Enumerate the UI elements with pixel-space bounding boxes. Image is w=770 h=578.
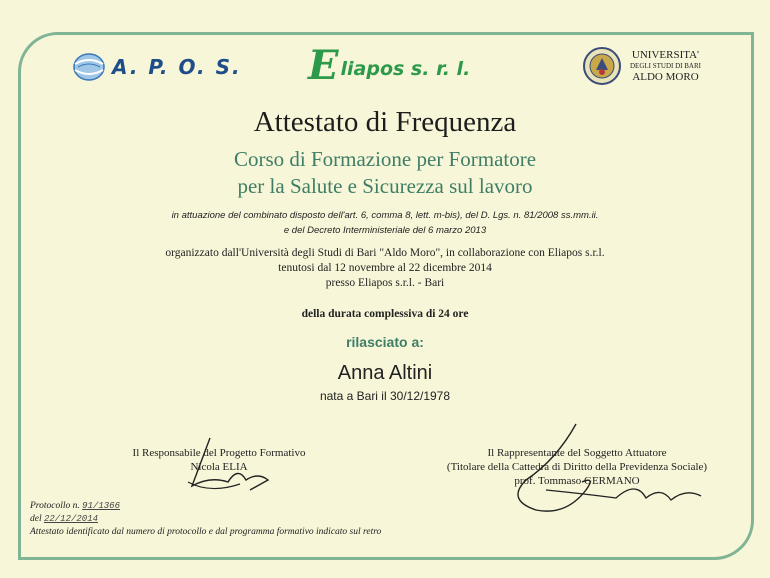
course-title-line1: Corso di Formazione per Formatore — [233, 147, 537, 171]
issued-to-label: rilasciato a: — [346, 334, 424, 350]
course-title — [0, 146, 770, 200]
recipient-name: Anna Altini — [337, 362, 433, 384]
course-duration: della durata complessiva di 24 ore — [301, 308, 469, 320]
protocol-date: 22/12/2014 — [43, 514, 98, 524]
legal-reference-line2: e del Decreto Interministeriale del 6 marzo 2013 — [283, 225, 487, 236]
legal-reference-line1: in attuazione del combinato disposto dell'art. 6, comma 8, lett. m-bis), del D. Lgs. n. 81/2008 ss.mm.ii. — [171, 210, 599, 221]
signature-left-role: Il Responsabile del Progetto Formativo — [132, 447, 306, 459]
eliapos-logo-text: liapos s. r. l. — [340, 58, 471, 80]
university-seal-icon — [582, 46, 622, 86]
certificate-title: Attestato di Frequenza — [253, 106, 517, 138]
signature-left-name: Nicola ELIA — [190, 461, 248, 473]
legal-reference — [0, 208, 770, 238]
globe-icon — [72, 52, 106, 82]
university-name-line2: DEGLI STUDI DI BARI — [630, 61, 701, 70]
eliapos-logo — [308, 42, 471, 89]
apos-logo — [72, 52, 242, 82]
organization-line2: tenutosi dal 12 novembre al 22 dicembre 2014 — [278, 262, 492, 274]
handwritten-signature-left — [170, 436, 280, 496]
organization-line3: presso Eliapos s.r.l. - Bari — [325, 277, 445, 289]
recipient-birth-info: nata a Bari il 30/12/1978 — [319, 389, 451, 403]
signature-right-title: (Titolare della Cattedra di Diritto della Previdenza Sociale) — [446, 461, 708, 473]
protocol-date-label: del — [30, 514, 42, 524]
organization-line1: organizzato dall'Università degli Studi di Bari "Aldo Moro", in collaborazione con Eliapos s.r.l. — [165, 247, 605, 259]
handwritten-signature-right — [486, 420, 716, 530]
apos-logo-text: A. P. O. S. — [112, 55, 242, 79]
protocol-info — [30, 500, 381, 539]
signature-right-role: Il Rappresentante del Soggetto Attuatore — [487, 447, 667, 459]
course-title-line2: per la Salute e Sicurezza sul lavoro — [237, 174, 533, 198]
signature-right-name: prof. Tommaso GERMANO — [514, 475, 640, 487]
university-logo — [582, 46, 701, 86]
university-name-line3: ALDO MORO — [632, 70, 699, 83]
protocol-number: 91/1366 — [82, 501, 120, 511]
organization-info — [0, 246, 770, 291]
university-name-line1: UNIVERSITA' — [631, 48, 700, 61]
protocol-note: Attestato identificato dal numero di protocollo e dal programma formativo indicato sul retro — [30, 527, 382, 537]
protocol-label: Protocollo n. — [30, 501, 80, 511]
eliapos-logo-initial: E — [308, 42, 339, 89]
